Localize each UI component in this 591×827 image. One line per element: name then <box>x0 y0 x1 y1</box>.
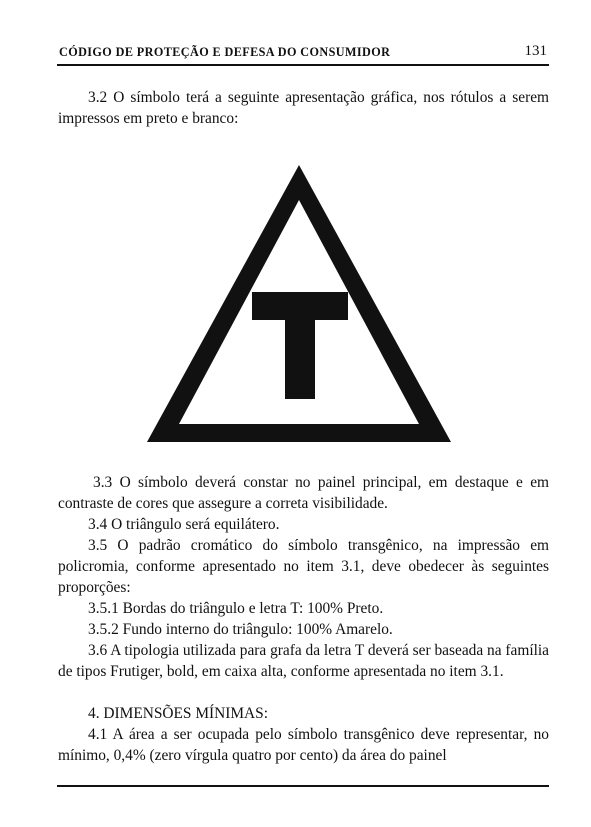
paragraph-3-5: 3.5 O padrão cromático do símbolo transgênico, na impressão em policromia, conforme apresentado no item 3.1, deve obedecer às seguintes proporções: <box>58 537 549 596</box>
paragraph-3-4: 3.4 O triângulo será equilátero. <box>88 516 280 533</box>
section-4-heading: 4. DIMENSÕES MÍNIMAS: <box>88 705 268 722</box>
page-number: 131 <box>524 43 547 59</box>
paragraph-3-6: 3.6 A tipologia utilizada para grafa da letra T deverá ser baseada na família de tipos Frutiger, bold, em caixa alta, conforme apresentada no item 3.1. <box>58 642 549 680</box>
transgenic-symbol <box>140 160 458 450</box>
t-letter-stem <box>285 292 315 399</box>
paragraph-3-2: 3.2 O símbolo terá a seguinte apresentação gráfica, nos rótulos a serem impressos em preto e branco: <box>58 89 549 127</box>
header-title: CÓDIGO DE PROTEÇÃO E DEFESA DO CONSUMIDOR <box>59 45 391 59</box>
paragraph-3-5-1: 3.5.1 Bordas do triângulo e letra T: 100% Preto. <box>88 600 384 617</box>
paragraph-3-5-2: 3.5.2 Fundo interno do triângulo: 100% Amarelo. <box>88 621 393 638</box>
paragraph-3-3: 3.3 O símbolo deverá constar no painel principal, em destaque e em contraste de cores que assegure a correta visibilidade. <box>58 474 549 512</box>
footer-rule <box>57 785 549 787</box>
paragraph-4-1: 4.1 A área a ser ocupada pelo símbolo transgênico deve representar, no mínimo, 0,4% (zero vírgula quatro por cento) da área do painel <box>58 726 549 764</box>
running-header <box>57 42 549 66</box>
